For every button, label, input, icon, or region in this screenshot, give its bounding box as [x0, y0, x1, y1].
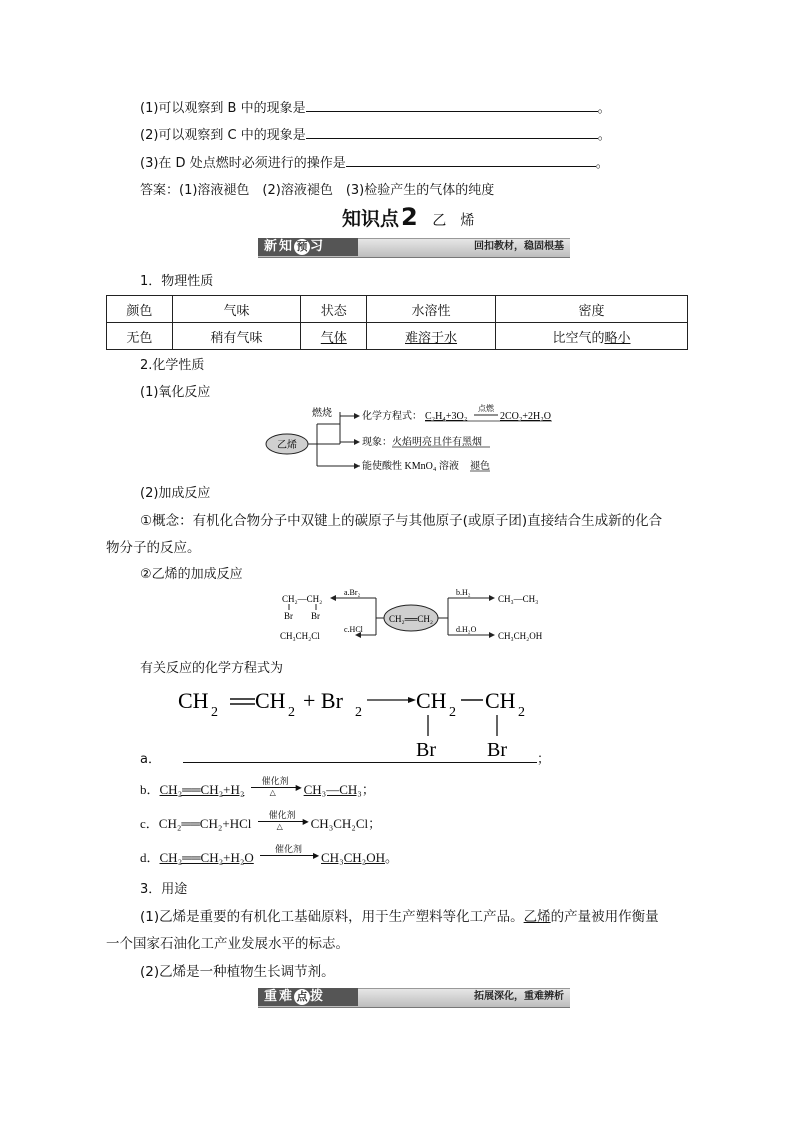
table-header: 状态 [301, 296, 367, 323]
svg-text:点燃: 点燃 [478, 404, 494, 413]
section-banner-preview: 新知 预 习 回扣教材，稳固根基 [258, 238, 570, 256]
svg-text:CH: CH [485, 688, 516, 713]
svg-text:a.Br₂: a.Br₂ [344, 588, 361, 597]
svg-text:Br: Br [284, 611, 293, 621]
concept-line-2: 物分子的反应。 [106, 540, 201, 556]
equation-b: b．CH₂══CH₂+H₂ 催化剂 ▶ △ CH₃—CH₃； [140, 776, 375, 798]
question-1: (1)可以观察到 B 中的现象是 。 [140, 101, 611, 116]
equation-a: a． ； [140, 752, 550, 767]
svg-text:化学方程式：: 化学方程式： [362, 411, 422, 422]
addition-heading: (2)加成反应 [140, 486, 211, 501]
addition-subheading: ②乙烯的加成反应 [140, 567, 243, 582]
question-3: (3)在 D 处点燃时必须进行的操作是 。 [140, 156, 609, 171]
table-cell: 稍有气味 [172, 323, 301, 350]
uses-paragraph-2: (2)乙烯是一种植物生长调节剂。 [140, 964, 335, 980]
uses-paragraph-1-cont: 一个国家石油化工产业发展水平的标志。 [106, 936, 349, 952]
equation-intro: 有关反应的化学方程式为 [140, 661, 284, 676]
equation-d: d．CH₂══CH₂+H₂O 催化剂 ▶ CH₃CH₂OH。 [140, 844, 398, 865]
table-header: 颜色 [107, 296, 173, 323]
oxidation-diagram [262, 404, 562, 476]
concept-line-1: ①概念：有机化合物分子中双键上的碳原子与其他原子(或原子团)直接结合生成新的化合 [140, 513, 663, 529]
svg-text:2CO₂+2H₂O: 2CO₂+2H₂O [500, 411, 551, 422]
table-header-row [107, 296, 688, 323]
table-header: 密度 [495, 296, 687, 323]
equation-c: c．CH₂══CH₂+HCl 催化剂 ▶ △ CH₃CH₂Cl； [140, 810, 382, 832]
svg-text:Br: Br [311, 611, 320, 621]
svg-text:2: 2 [449, 705, 456, 720]
svg-text:2: 2 [288, 705, 295, 720]
section-title: 知识点2 乙 烯 [342, 203, 475, 231]
answer-text: 答案：(1)溶液褪色 (2)溶液褪色 (3)检验产生的气体的纯度 [140, 183, 495, 198]
addition-diagram [276, 585, 566, 647]
svg-text:2: 2 [211, 705, 218, 720]
chemical-heading: 2.化学性质 [140, 358, 205, 373]
svg-text:c.HCl: c.HCl [344, 625, 363, 634]
physical-heading: 1．物理性质 [140, 274, 214, 289]
svg-text:CH₃—CH₃: CH₃—CH₃ [498, 594, 539, 604]
table-cell: 难溶于水 [367, 323, 496, 350]
table-cell: 无色 [107, 323, 173, 350]
svg-text:d.H₂O: d.H₂O [456, 625, 477, 634]
svg-text:褪色: 褪色 [470, 461, 490, 472]
svg-text:能使酸性 KMnO₄ 溶液: 能使酸性 KMnO₄ 溶液 [362, 461, 459, 472]
svg-text:燃烧: 燃烧 [312, 408, 332, 419]
svg-text:火焰明亮且伴有黑烟: 火焰明亮且伴有黑烟 [392, 437, 482, 448]
table-row [107, 323, 688, 350]
svg-text:Br: Br [487, 739, 507, 761]
svg-text:C₂H₄+3O₂: C₂H₄+3O₂ [425, 411, 468, 422]
svg-text:CH₃CH₂OH: CH₃CH₂OH [498, 631, 543, 641]
uses-paragraph-1: (1)乙烯是重要的有机化工基础原料，用于生产塑料等化工产品。乙烯的产量被用作衡量 [140, 909, 659, 925]
physical-properties-table [106, 295, 688, 350]
svg-text:Br: Br [416, 739, 436, 761]
question-2: (2)可以观察到 C 中的现象是 。 [140, 128, 611, 143]
table-cell: 比空气的略小 [495, 323, 687, 350]
section-banner-key-points: 重难 点 拨 拓展深化，重难辨析 [258, 988, 570, 1006]
svg-text:CH₃CH₂Cl: CH₃CH₂Cl [280, 631, 320, 641]
svg-text:乙烯: 乙烯 [277, 440, 297, 451]
table-cell: 气体 [301, 323, 367, 350]
svg-text:2: 2 [518, 705, 525, 720]
uses-heading: 3．用途 [140, 882, 188, 897]
oxidation-heading: (1)氧化反应 [140, 385, 211, 400]
svg-text:2: 2 [355, 705, 362, 720]
table-header: 水溶性 [367, 296, 496, 323]
svg-text:CH: CH [255, 688, 286, 713]
svg-text:CH: CH [416, 688, 447, 713]
svg-text:CH₂—CH₂: CH₂—CH₂ [282, 594, 323, 604]
svg-text:+ Br: + Br [303, 688, 343, 713]
svg-text:b.H₂: b.H₂ [456, 588, 471, 597]
svg-text:CH₂══CH₂: CH₂══CH₂ [388, 614, 434, 624]
svg-text:现象：: 现象： [362, 437, 392, 448]
svg-text:CH: CH [178, 688, 209, 713]
table-header: 气味 [172, 296, 301, 323]
